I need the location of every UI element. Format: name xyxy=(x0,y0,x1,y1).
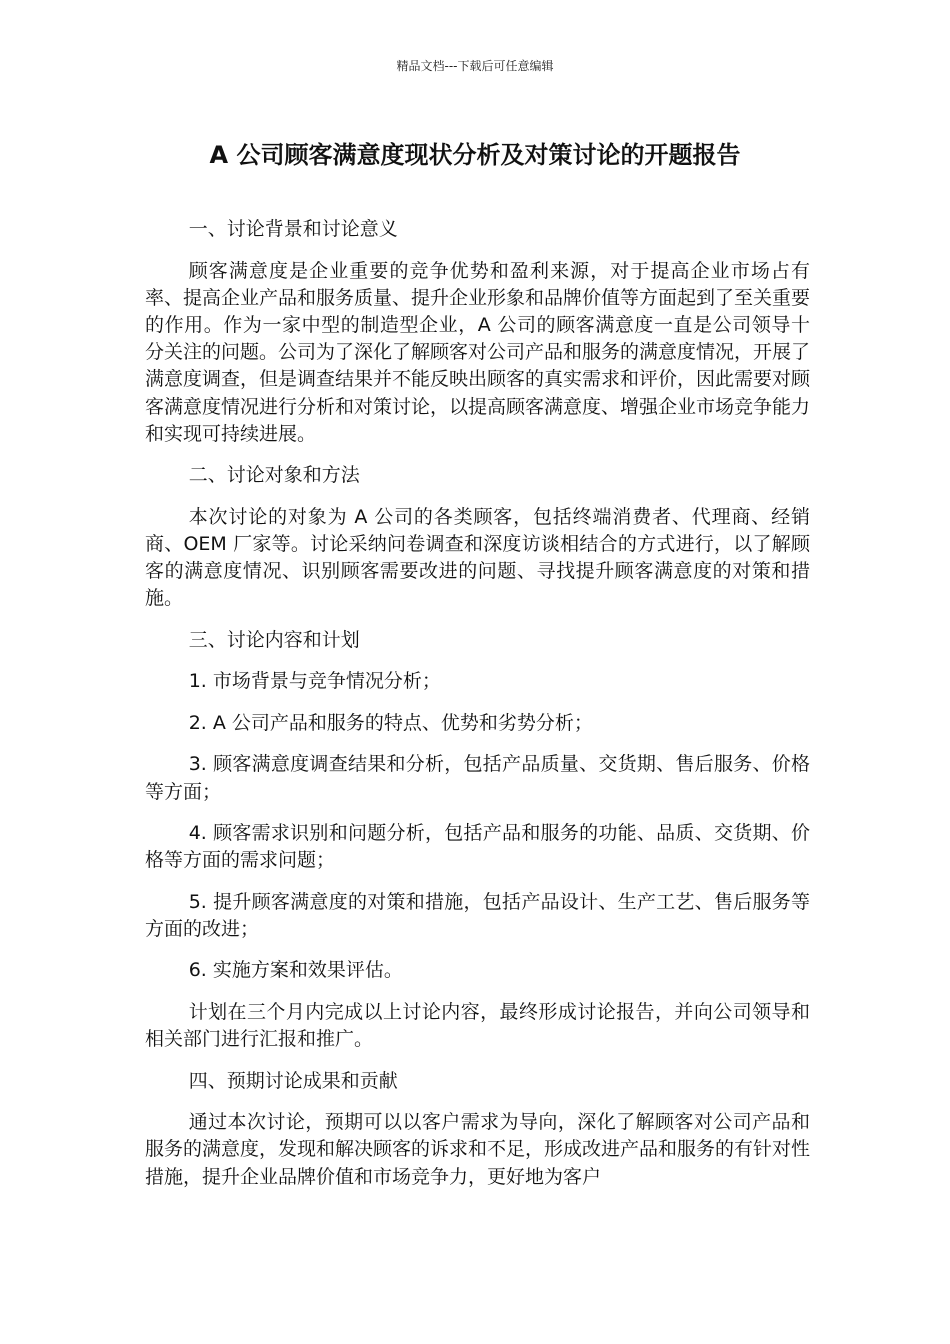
paragraph-expected-results: 通过本次讨论，预期可以以客户需求为导向，深化了解顾客对公司产品和服务的满意度，发现和解决顾客的诉求和不足，形成改进产品和服务的有针对性措施，提升企业品牌价值和市场竞争力，更好地为客户 xyxy=(145,1111,811,1188)
section-heading-expected-results: 四、预期讨论成果和贡献 xyxy=(188,1069,398,1092)
paragraph-object-method: 本次讨论的对象为 A 公司的各类顾客，包括终端消费者、代理商、经销商、OEM 厂家等。讨论采纳问卷调查和深度访谈相结合的方式进行，以了解顾客的满意度情况、识别顾客需要改进的问题、寻找提升顾客满意度的对策和措施。 xyxy=(145,505,810,610)
list-item: 1. 市场背景与竞争情况分析； xyxy=(188,670,441,693)
section-heading-background: 一、讨论背景和讨论意义 xyxy=(188,218,398,240)
document-body xyxy=(145,216,810,1205)
paragraph-plan: 计划在三个月内完成以上讨论内容，最终形成讨论报告，并向公司领导和相关部门进行汇报和推广。 xyxy=(145,1000,810,1051)
page-header-note: 精品文档---下载后可任意编辑 xyxy=(396,59,554,73)
list-item: 6. 实施方案和效果评估。 xyxy=(188,959,403,982)
list-item: 4. 顾客需求识别和问题分析，包括产品和服务的功能、品质、交货期、价格等方面的需求问题； xyxy=(145,822,810,872)
list-item: 2. A 公司产品和服务的特点、优势和劣势分析； xyxy=(188,711,593,734)
list-item: 5. 提升顾客满意度的对策和措施，包括产品设计、生产工艺、售后服务等方面的改进； xyxy=(145,890,810,940)
section-heading-content-plan: 三、讨论内容和计划 xyxy=(188,628,360,651)
document-title: A 公司顾客满意度现状分析及对策讨论的开题报告 xyxy=(209,141,741,169)
section-heading-object-method: 二、讨论对象和方法 xyxy=(188,464,360,487)
paragraph-background: 顾客满意度是企业重要的竞争优势和盈利来源，对于提高企业市场占有率、提高企业产品和服务质量、提升企业形象和品牌价值等方面起到了至关重要的作用。作为一家中型的制造型企业，A 公司的顾客满意度一直是公司领导十分关注的问题。公司为了深化了解顾客对公司产品和服务的满意度情况，开展了满意度调查，但是调查结果并不能反映出顾客的真实需求和评价，因此需要对顾客满意度情况进行分析和对策讨论，以提高顾客满意度、增强企业市场竞争能力和实现可持续进展。 xyxy=(145,259,811,445)
list-item: 3. 顾客满意度调查结果和分析，包括产品质量、交货期、售后服务、价格等方面； xyxy=(145,753,810,803)
